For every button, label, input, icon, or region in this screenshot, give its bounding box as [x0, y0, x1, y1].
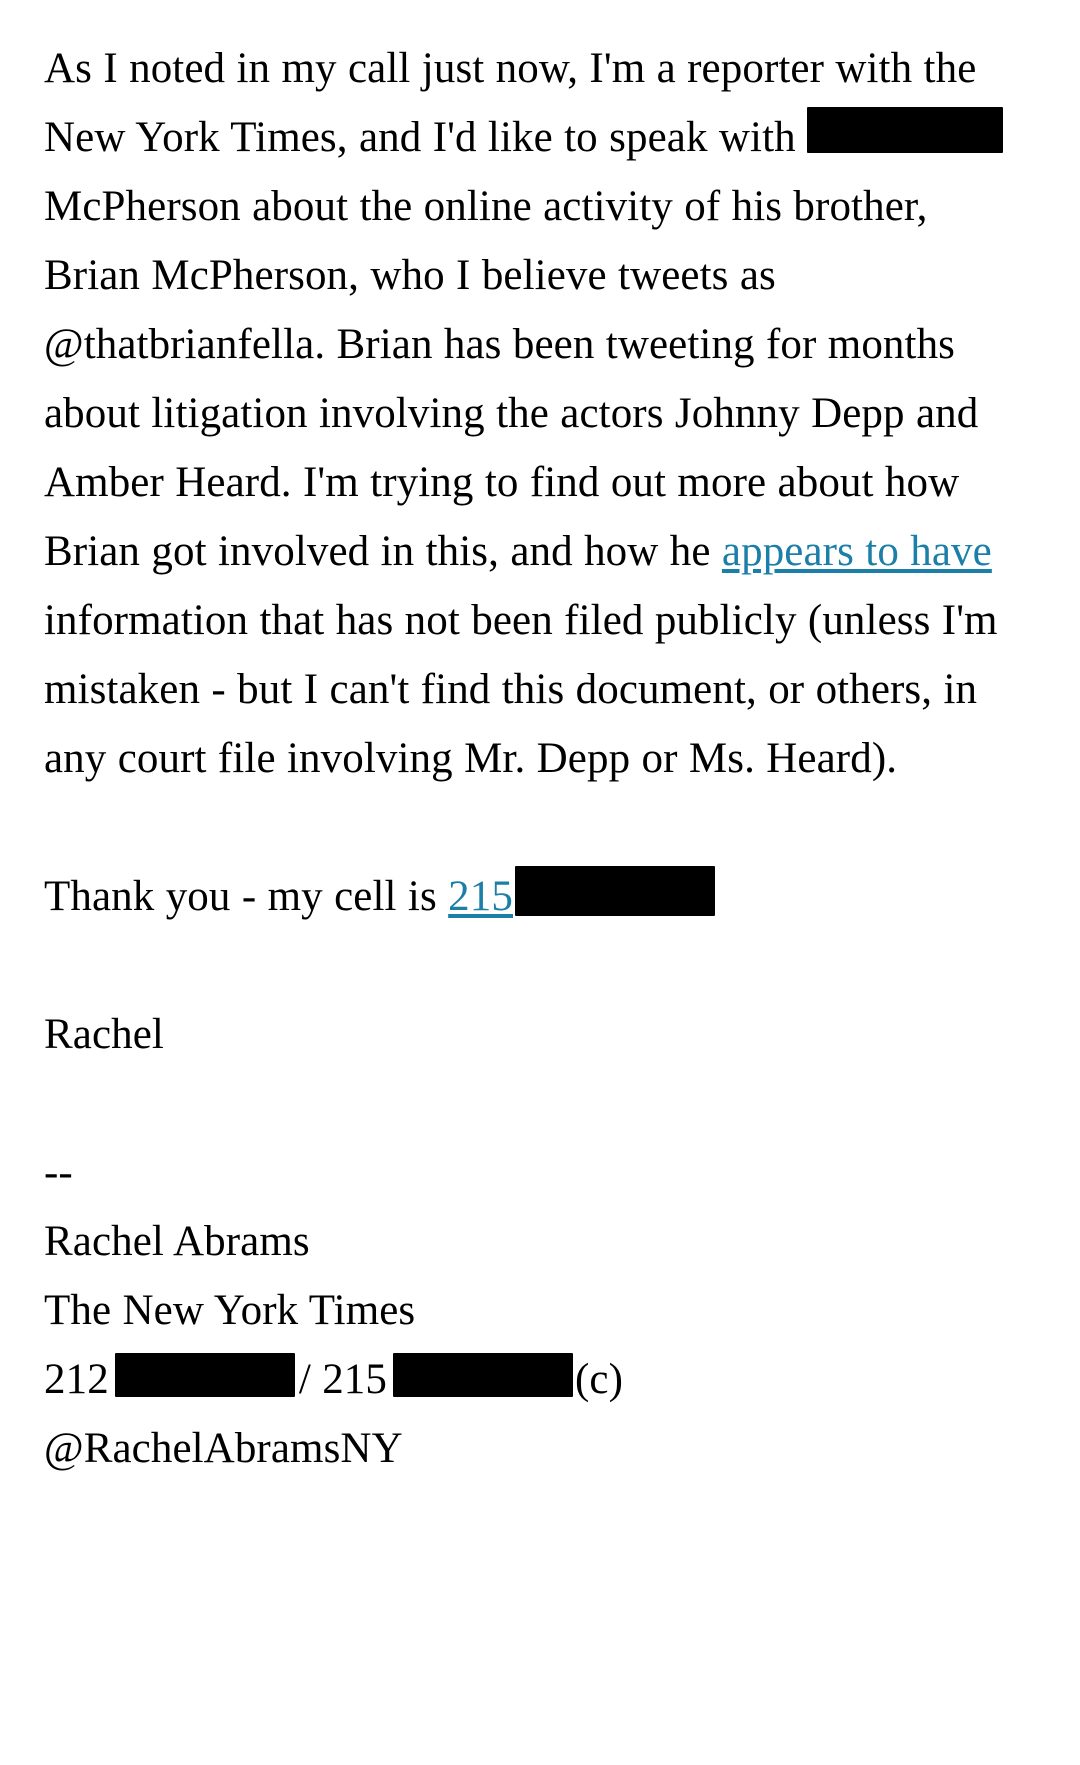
paragraph-intro	[44, 34, 1020, 793]
signoff-name: Rachel	[44, 1011, 164, 1058]
intro-text-part-3: information that has not been filed publicly (unless I'm mistaken - but I can't find this document, or others, in any court file involving Mr. Depp or Ms. Heard).	[44, 597, 998, 782]
thanks-text: Thank you - my cell is	[44, 873, 449, 920]
first-name-redaction	[807, 107, 1003, 153]
signature-phone-line	[44, 1345, 1020, 1414]
cell-number-redaction	[515, 866, 715, 916]
office-phone-prefix: 212	[44, 1356, 109, 1403]
signature-organization: The New York Times	[44, 1287, 416, 1334]
phone-separator: / 215	[298, 1356, 388, 1403]
signature-name: Rachel Abrams	[44, 1218, 310, 1265]
cell-phone-link[interactable]: 215	[448, 873, 513, 920]
office-number-redaction	[115, 1353, 295, 1397]
phone-suffix: (c)	[575, 1356, 624, 1403]
signature-twitter-handle: @RachelAbramsNY	[44, 1425, 403, 1472]
message-body	[44, 34, 1020, 1483]
email-signature	[44, 1138, 1020, 1483]
appears-to-have-link[interactable]: appears to have	[721, 528, 992, 575]
paragraph-thanks	[44, 862, 1020, 931]
intro-text-part-2: McPherson about the online activity of his brother, Brian McPherson, who I believe tweets as @thatbrianfella. Brian has been tweeting for months about litigation involving the actors Johnny Depp and Amber Heard. I'm trying to find out more about how Brian got involved in this, and how he	[44, 183, 979, 575]
mobile-number-redaction	[393, 1353, 573, 1397]
signature-separator: --	[44, 1149, 73, 1196]
paragraph-signoff	[44, 1000, 1020, 1069]
paragraph-spacer-2	[44, 931, 1020, 1000]
intro-text-part-1: As I noted in my call just now, I'm a reporter with the New York Times, and I'd like to speak with	[44, 45, 977, 161]
paragraph-spacer-3	[44, 1069, 1020, 1138]
paragraph-spacer-1	[44, 793, 1020, 862]
